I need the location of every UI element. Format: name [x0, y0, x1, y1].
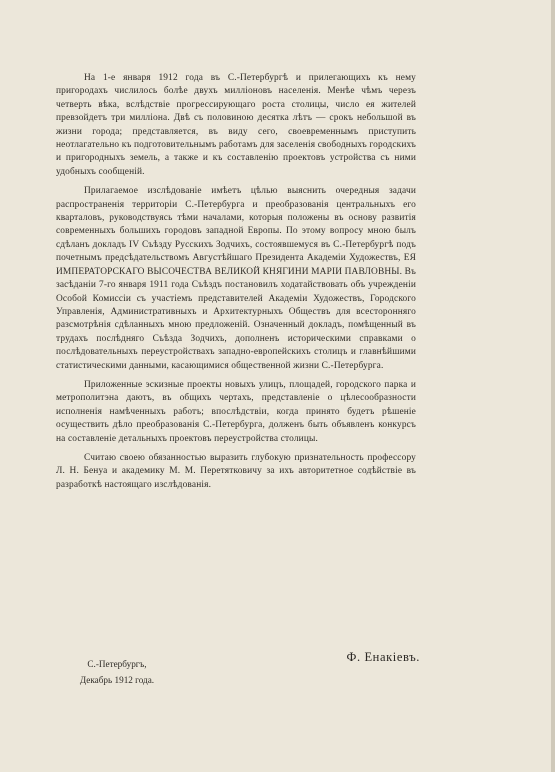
place-line: С.-Петербургъ, — [87, 659, 147, 669]
paragraph-2: Прилагаемое изслѣдованiе имѣетъ цѣлью выяснить очередныя задачи распространенiя территорiи С.-Петербурга и преобразованiя центральныхъ его кварталовъ, руководствуясь тѣми началами, которыя положены въ основу развитiя современныхъ большихъ городовъ западной Европы. По этому вопросу мною былъ сдѣланъ докладъ IV Съѣзду Русскихъ Зодчихъ, состоявшемуся въ С.-Петербургѣ подъ почетнымъ предсѣдательствомъ Августѣйшаго Президента Академiи Художествъ, ЕЯ ИМПЕРАТОРСКАГО ВЫСОЧЕСТВА ВЕЛИКОЙ КНЯГИНИ МАРIИ ПАВЛОВНЫ. Въ засѣданiи 7-го января 1911 года Съѣздъ постановилъ ходатайствовать объ учрежденiи Особой Комиссiи съ участiемъ представителей Академiи Художествъ, Городского Управленiя, Административныхъ и Архитектурныхъ Обществъ для всесторонняго разсмотрѣнiя сдѣланныхъ мною предложенiй. Означенный докладъ, помѣщенный въ трудахъ послѣдняго Съѣзда Зодчихъ, дополненъ историческими справками о послѣдовательныхъ переустройствахъ западно-европейскихъ столицъ и главнѣйшими статистическими данными, касающимися общественной жизни С.-Петербурга. — [56, 186, 416, 371]
paragraph-3: Приложенные эскизные проекты новыхъ улицъ, площадей, городского парка и метрополитэна даютъ, въ общихъ чертахъ, представленiе о цѣлесообразности исполненiя намѣченныхъ работъ; впослѣдствiи, когда принято будетъ рѣшенiе осуществить дѣло преобразованiя С.-Петербурга, долженъ быть объявленъ конкурсъ на составленiе детальныхъ проектовъ переустройства столицы. — [56, 379, 416, 444]
paragraph-4: Считаю своею обязанностью выразить глубокую признательность профессору Л. Н. Бенуа и академику М. М. Перетятковичу за ихъ авторитетное содѣйствiе въ разработкѣ настоящаго изслѣдованiя. — [56, 452, 416, 490]
date-line: Декабрь 1912 года. — [79, 675, 155, 685]
page-edge — [551, 0, 555, 772]
body-text — [56, 72, 416, 492]
signature: Ф. Енакiевъ. — [346, 650, 420, 664]
place-date — [57, 656, 177, 688]
paragraph-1: На 1-е января 1912 года въ С.-Петербургѣ и прилегающихъ къ нему пригородахъ числилось болѣе двухъ миллiоновъ населенiя. Менѣе чѣмъ черезъ четверть вѣка, вслѣдствiе прогрессирующаго роста столицы, число ея жителей превзойдетъ три миллiона. Двѣ съ половиною десятка лѣтъ — срокъ небольшой въ жизни города; представляется, въ виду сего, своевременнымъ приступить неотлагательно къ подготовительнымъ работамъ для заселенiя свободныхъ городскихъ и пригородныхъ земель, а также и къ составленiю проектовъ устройства съ ними удобныхъ сообщенiй. — [56, 73, 416, 177]
